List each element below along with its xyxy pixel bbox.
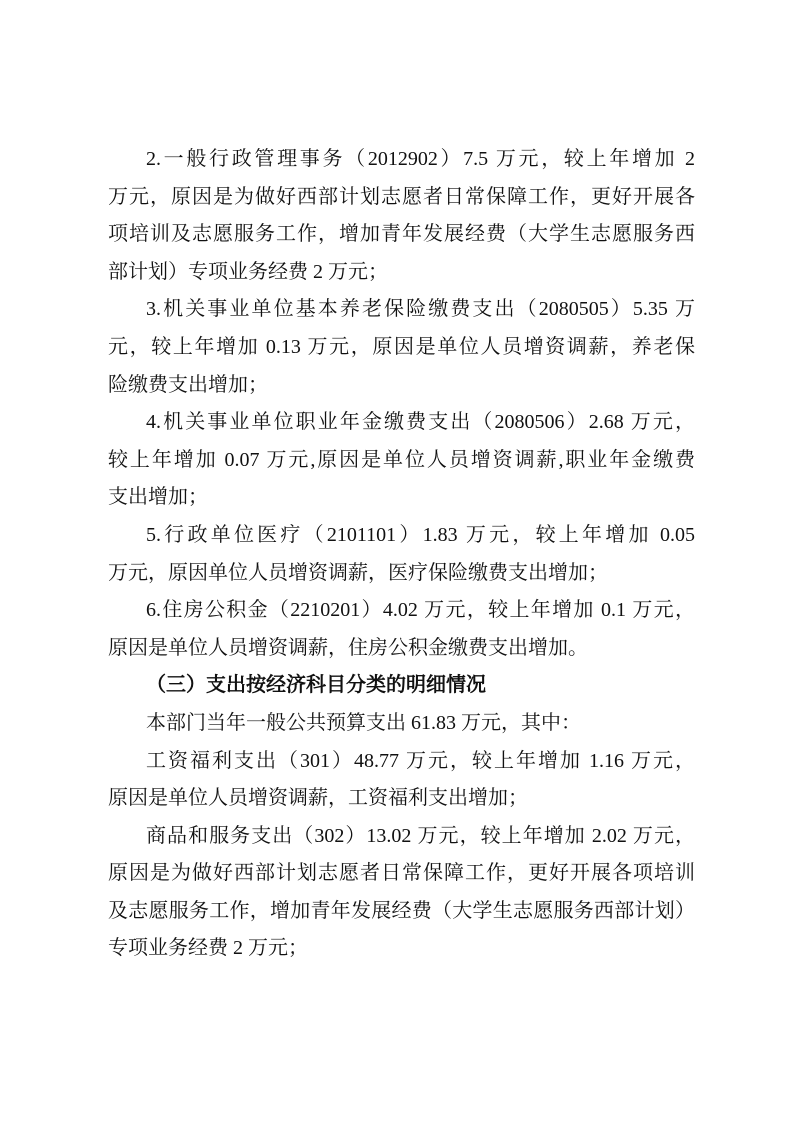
paragraph-line: 本部门当年一般公共预算支出 61.83 万元，其中： [146, 711, 581, 734]
paragraph-line: 部计划）专项业务经费 2 万元； [108, 260, 388, 283]
paragraph-line: 元，较上年增加 0.13 万元，原因是单位人员增资调薪，养老保 [108, 335, 695, 358]
paragraph-line: 5.行政单位医疗（2101101）1.83 万元，较上年增加 0.05 [146, 523, 695, 546]
document-body [108, 141, 695, 968]
paragraph-line: 支出增加； [108, 486, 208, 509]
paragraph-line: 及志愿服务工作，增加青年发展经费（大学生志愿服务西部计划） [108, 899, 695, 922]
budget-total-paragraph [108, 705, 695, 743]
paragraph-line: 工资福利支出（301）48.77 万元，较上年增加 1.16 万元， [146, 749, 695, 772]
expense-item-general-admin [108, 141, 695, 291]
paragraph-line: 原因是单位人员增资调薪，住房公积金缴费支出增加。 [108, 636, 588, 659]
paragraph-line: 较上年增加 0.07 万元,原因是单位人员增资调薪,职业年金缴费 [108, 448, 695, 471]
expense-item-housing-fund [108, 592, 695, 667]
paragraph-line: 4.机关事业单位职业年金缴费支出（2080506）2.68 万元， [146, 411, 695, 434]
paragraph-line: 3.机关事业单位基本养老保险缴费支出（2080505）5.35 万 [146, 298, 695, 321]
expense-item-medical [108, 517, 695, 592]
paragraph-line: 项培训及志愿服务工作，增加青年发展经费（大学生志愿服务西 [108, 223, 695, 246]
paragraph-line: 万元，原因是为做好西部计划志愿者日常保障工作，更好开展各 [108, 185, 695, 208]
paragraph-line: 商品和服务支出（302）13.02 万元，较上年增加 2.02 万元， [146, 824, 695, 847]
expense-item-pension-insurance [108, 291, 695, 404]
paragraph-line: 6.住房公积金（2210201）4.02 万元，较上年增加 0.1 万元， [146, 599, 695, 622]
paragraph-line: 原因是单位人员增资调薪，工资福利支出增加； [108, 787, 528, 810]
expense-item-occupational-annuity [108, 404, 695, 517]
goods-services-paragraph [108, 818, 695, 968]
wage-welfare-paragraph [108, 743, 695, 818]
section-heading: （三）支出按经济科目分类的明细情况 [146, 674, 486, 697]
paragraph-line: 2.一般行政管理事务（2012902）7.5 万元，较上年增加 2 [146, 148, 695, 170]
paragraph-line: 专项业务经费 2 万元； [108, 937, 308, 960]
paragraph-line: 险缴费支出增加； [108, 373, 268, 396]
paragraph-line: 万元，原因单位人员增资调薪，医疗保险缴费支出增加； [108, 561, 608, 584]
paragraph-line: 原因是为做好西部计划志愿者日常保障工作，更好开展各项培训 [108, 862, 695, 885]
